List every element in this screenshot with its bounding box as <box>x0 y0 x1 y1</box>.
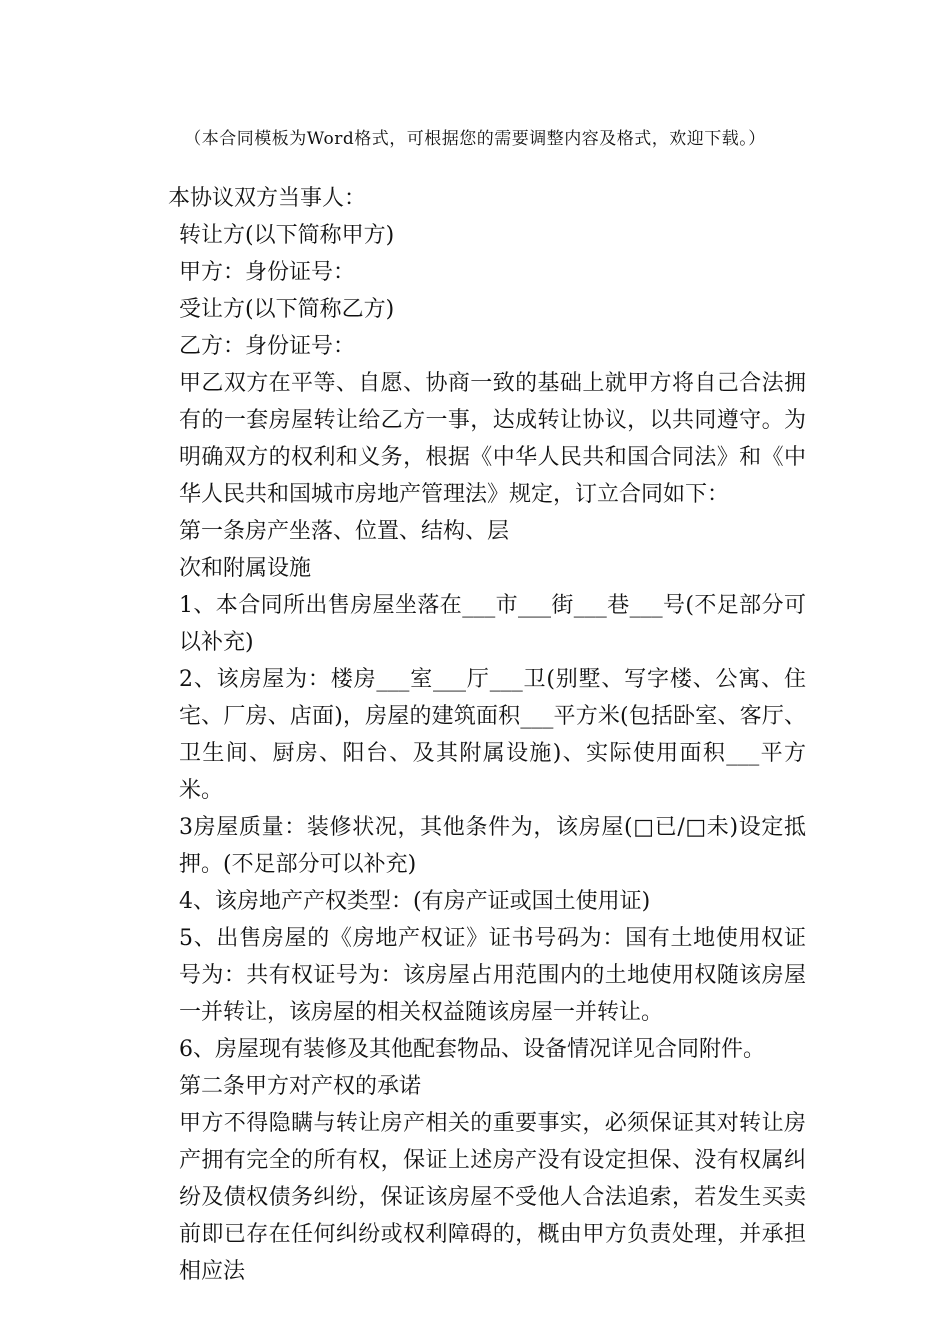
clause-1-5: 5、出售房屋的《房地产权证》证书号码为：国有土地使用权证号为：共有权证号为：该房屋占用范围内的土地使用权随该房屋一并转让，该房屋的相关权益随该房屋一并转让。 <box>179 926 806 1025</box>
party-a-id-line: 甲方：身份证号： <box>179 260 356 285</box>
contract-body <box>146 180 806 1290</box>
article-2-heading: 第二条甲方对产权的承诺 <box>179 1074 422 1099</box>
clause-1-6: 6、房屋现有装修及其他配套物品、设备情况详见合同附件。 <box>179 1037 765 1062</box>
transferee-line: 受让方(以下简称乙方) <box>179 297 395 322</box>
template-note: （本合同模板为Word格式，可根据您的需要调整内容及格式，欢迎下载。） <box>184 129 766 149</box>
clause-1-4: 4、该房地产产权类型：(有房产证或国土使用证) <box>179 889 651 914</box>
clause-1-1: 1、本合同所出售房屋坐落在___市___街___巷___号(不足部分可以补充) <box>179 593 806 655</box>
parties-heading: 本协议双方当事人： <box>168 186 367 211</box>
article-2-paragraph: 甲方不得隐瞒与转让房产相关的重要事实，必须保证其对转让房产拥有完全的所有权，保证上述房产没有设定担保、没有权属纠纷及债权债务纠纷，保证该房屋不受他人合法追索，若发生买卖前即已存在任何纠纷或权利障碍的，概由甲方负责处理，并承担相应法 <box>179 1111 806 1284</box>
clause-1-2: 2、该房屋为：楼房___室___厅___卫(别墅、写字楼、公寓、住宅、厂房、店面)，房屋的建筑面积___平方米(包括卧室、客厅、卫生间、厨房、阳台、及其附属设施)、实际使用面积___平方米。 <box>179 667 806 803</box>
party-b-id-line: 乙方：身份证号： <box>179 334 356 359</box>
transferor-line: 转让方(以下简称甲方) <box>179 223 395 248</box>
preamble-paragraph: 甲乙双方在平等、自愿、协商一致的基础上就甲方将自己合法拥有的一套房屋转让给乙方一事，达成转让协议，以共同遵守。为明确双方的权利和义务，根据《中华人民共和国合同法》和《中华人民共和国城市房地产管理法》规定，订立合同如下： <box>179 371 806 507</box>
article-1-heading-cont: 次和附属设施 <box>179 556 312 581</box>
clause-1-3: 3房屋质量：装修状况，其他条件为，该房屋(□已/□未)设定抵押。(不足部分可以补充) <box>179 815 806 877</box>
article-1-heading: 第一条房产坐落、位置、结构、层 <box>179 519 510 544</box>
